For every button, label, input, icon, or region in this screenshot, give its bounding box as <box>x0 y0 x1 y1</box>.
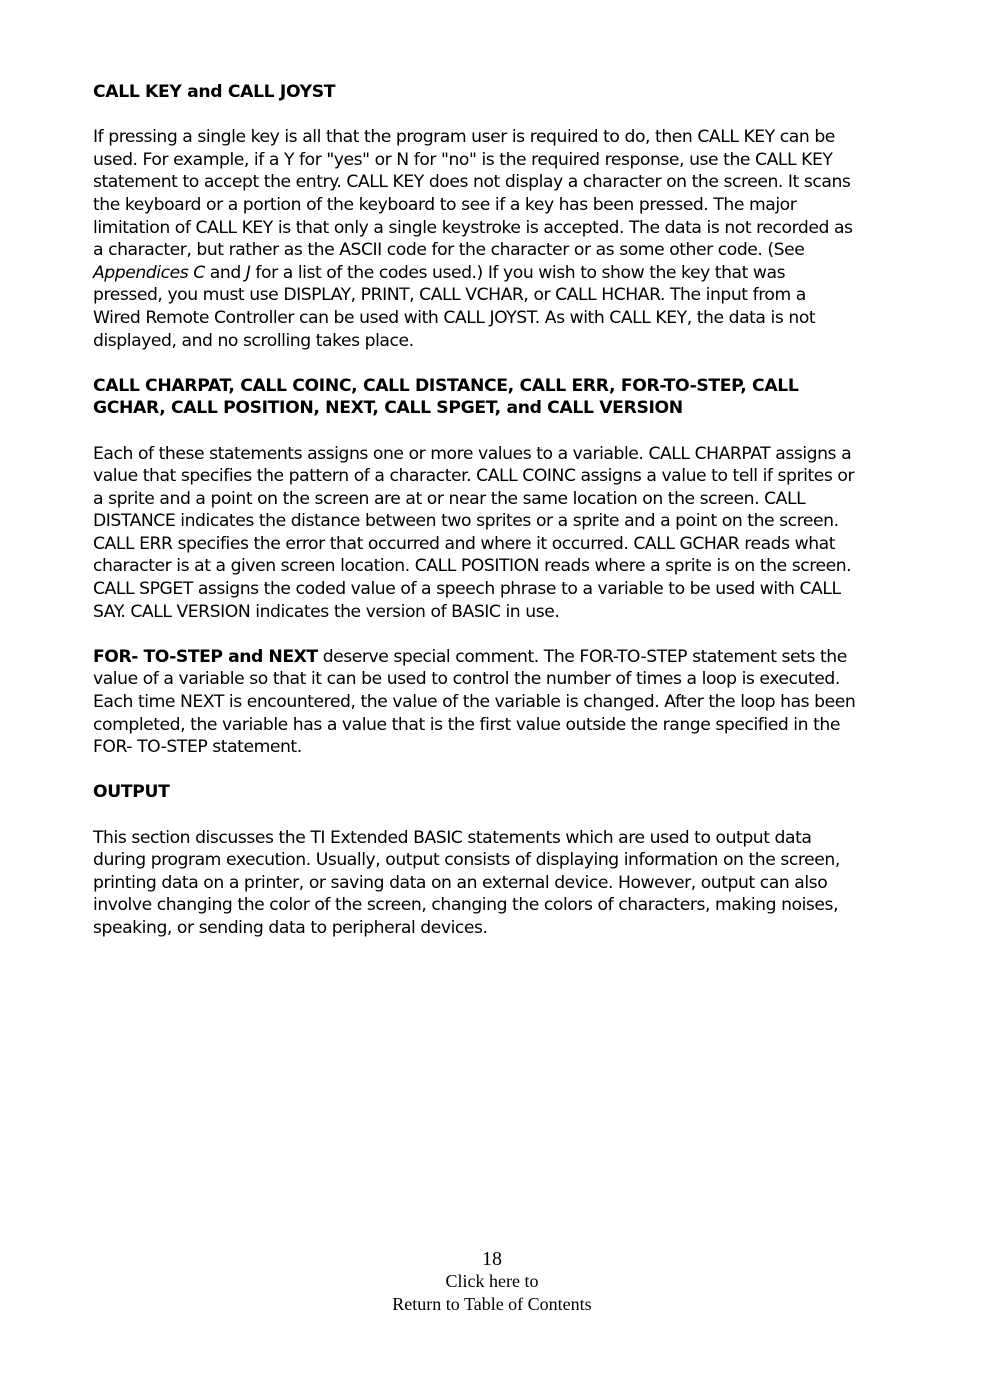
text-line: value of a variable so that it can be used to control the number of times a loop is executed. <box>93 669 840 690</box>
text-line: statement to accept the entry. CALL KEY does not display a character on the screen. It scans <box>93 172 851 193</box>
text-line: Wired Remote Controller can be used with CALL JOYST. As with CALL KEY, the data is not <box>93 307 816 328</box>
paragraph-for-to-step <box>93 646 893 759</box>
text-line: This section discusses the TI Extended BASIC statements which are used to output data <box>93 827 812 848</box>
spacer <box>93 759 893 782</box>
text-line: printing data on a printer, or saving data on an external device. However, output can also <box>93 872 828 893</box>
appendices-reference: Appendices C <box>93 262 205 283</box>
text-line: a sprite and a point on the screen are at or near the same location on the screen. CALL <box>93 488 806 509</box>
section-heading-call-charpat <box>93 375 893 420</box>
text-line: a character, but rather as the ASCII code for the character or as some other code. (See <box>93 240 805 261</box>
text-line: character is at a given screen location. CALL POSITION reads where a sprite is on the screen. <box>93 556 852 577</box>
text-line: Each of these statements assigns one or more values to a variable. CALL CHARPAT assigns a <box>93 443 852 464</box>
text-line: speaking, or sending data to peripheral devices. <box>93 917 488 938</box>
heading-line: GCHAR, CALL POSITION, NEXT, CALL SPGET, and CALL VERSION <box>93 398 683 419</box>
text-line: used. For example, if a Y for "yes" or N for "no" is the required response, use the CALL KEY <box>93 149 833 170</box>
table-of-contents-link[interactable] <box>0 1270 984 1315</box>
spacer <box>93 104 893 127</box>
link-line: Click here to <box>445 1271 539 1291</box>
text-line: limitation of CALL KEY is that only a single keystroke is accepted. The data is not recorded as <box>93 217 853 238</box>
text-line: Each time NEXT is encountered, the value of the variable is changed. After the loop has been <box>93 692 856 713</box>
paragraph-assign-values <box>93 443 893 624</box>
spacer <box>93 420 893 443</box>
page-footer <box>0 1248 984 1315</box>
text-line: value that specifies the pattern of a character. CALL COINC assigns a value to tell if sprites or <box>93 466 855 487</box>
text-line: FOR- TO-STEP statement. <box>93 737 302 758</box>
section-heading-output: OUTPUT <box>93 782 170 803</box>
page-number: 18 <box>482 1248 502 1270</box>
paragraph-output <box>93 827 893 940</box>
text-line: completed, the variable has a value that is the first value outside the range specified in the <box>93 714 840 735</box>
text-line: DISTANCE indicates the distance between two sprites or a sprite and a point on the screen. <box>93 511 839 532</box>
text-line: pressed, you must use DISPLAY, PRINT, CALL VCHAR, or CALL HCHAR. The input from a <box>93 285 806 306</box>
appendix-j-reference: J <box>245 262 251 283</box>
section-heading-call-key: CALL KEY and CALL JOYST <box>93 82 336 102</box>
text-line: involve changing the color of the screen, changing the colors of characters, making noises, <box>93 895 839 916</box>
text-fragment: for a list of the codes used.) If you wish to show the key that was <box>250 262 786 283</box>
spacer <box>93 623 893 646</box>
text-line: If pressing a single key is all that the program user is required to do, then CALL KEY can be <box>93 127 835 148</box>
heading-line: CALL CHARPAT, CALL COINC, CALL DISTANCE, CALL ERR, FOR-TO-STEP, CALL <box>93 375 799 396</box>
text-line: SAY. CALL VERSION indicates the version of BASIC in use. <box>93 601 560 622</box>
text-line: displayed, and no scrolling takes place. <box>93 330 414 351</box>
text-line: during program execution. Usually, output consists of displaying information on the screen, <box>93 850 840 871</box>
text-fragment: and <box>204 262 246 283</box>
link-line: Return to Table of Contents <box>392 1293 592 1314</box>
text-line: the keyboard or a portion of the keyboard to see if a key has been pressed. The major <box>93 194 797 215</box>
text-line: CALL ERR specifies the error that occurred and where it occurred. CALL GCHAR reads what <box>93 533 836 554</box>
text-line: CALL SPGET assigns the coded value of a speech phrase to a variable to be used with CALL <box>93 579 841 600</box>
page-content <box>93 81 893 940</box>
spacer <box>93 804 893 827</box>
paragraph-call-key <box>93 126 893 352</box>
bold-term-for-to-step: FOR- TO-STEP and NEXT <box>93 646 318 667</box>
spacer <box>93 352 893 375</box>
text-fragment: deserve special comment. The FOR-TO-STEP statement sets the <box>317 646 847 667</box>
